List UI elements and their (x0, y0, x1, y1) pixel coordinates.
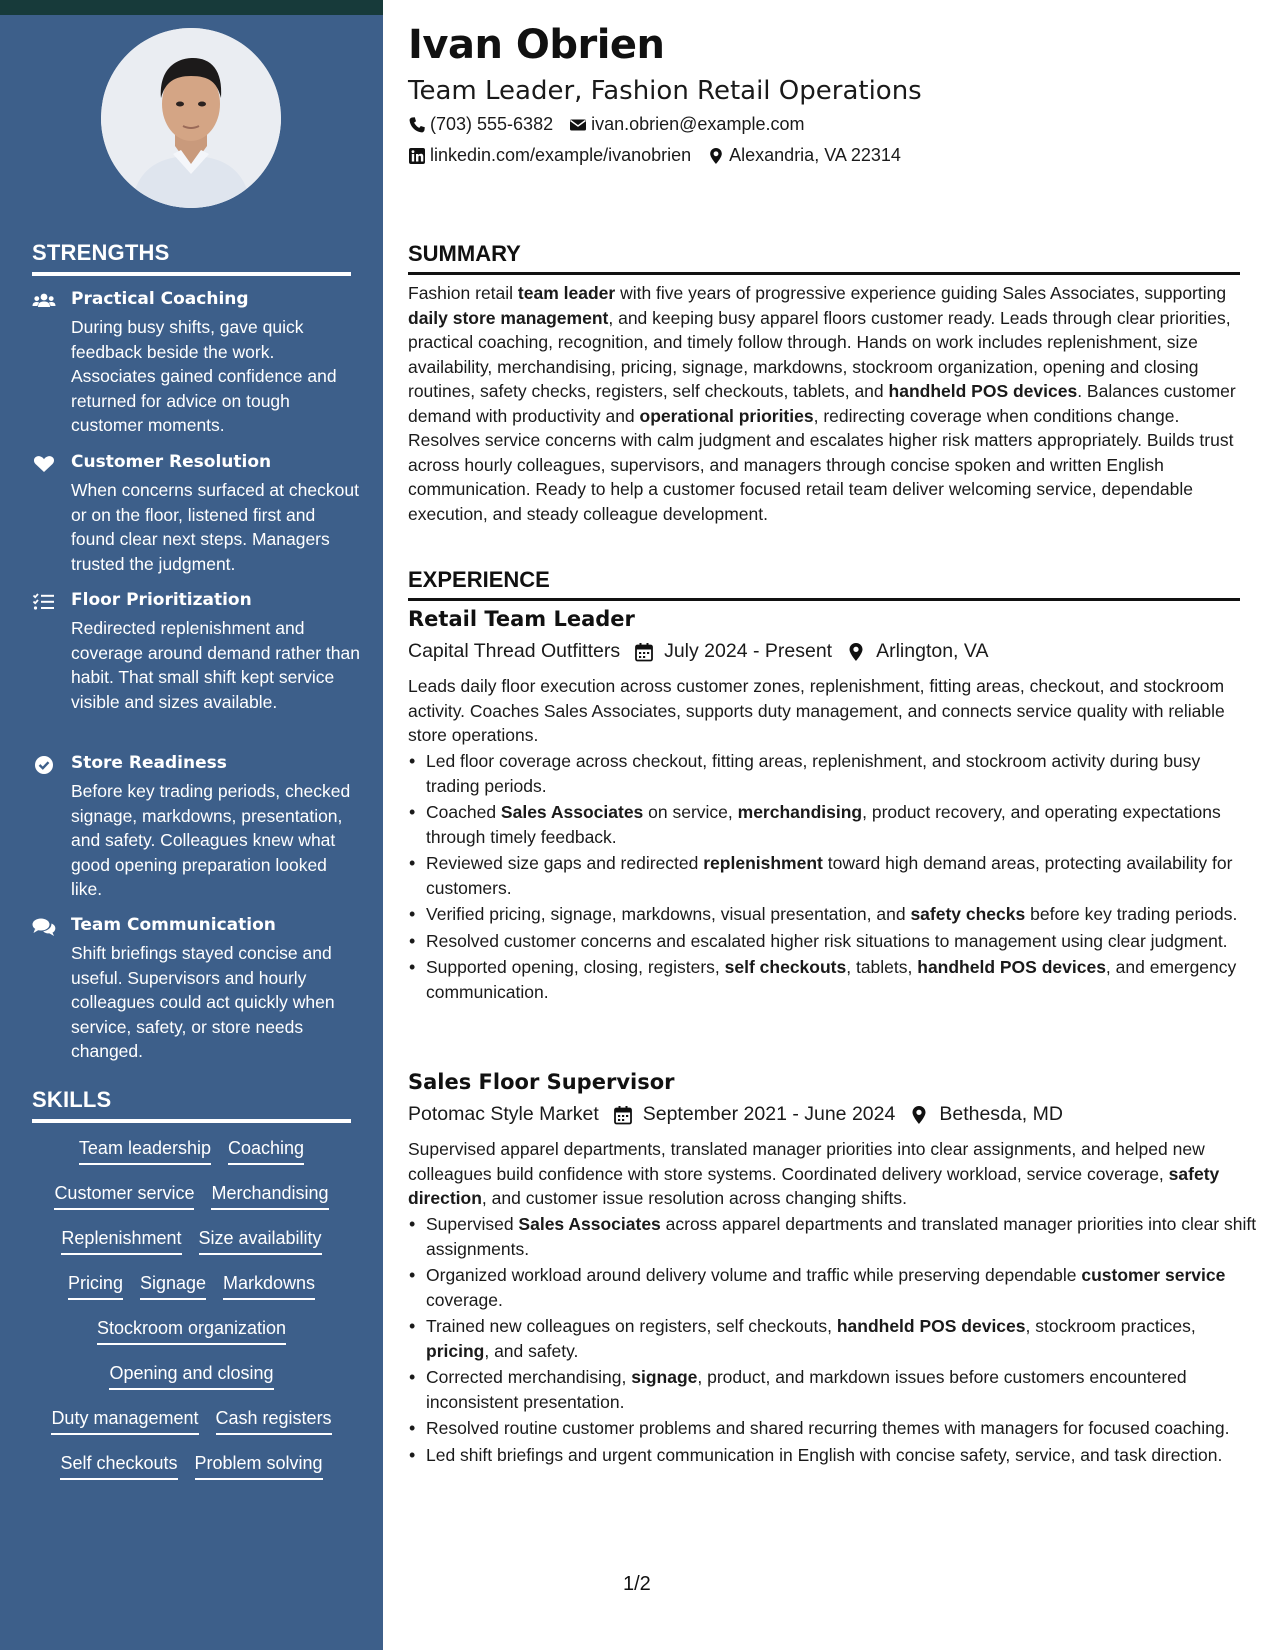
phone-icon (408, 116, 426, 134)
skill-tag: Markdowns (223, 1271, 315, 1300)
bold-keyword: Sales Associates (518, 1214, 661, 1234)
envelope-icon (569, 116, 587, 134)
users-icon (32, 291, 56, 311)
skill-tag: Pricing (68, 1271, 123, 1300)
bullet-item: • Corrected merchandising, signage, product, and markdown issues before customers encountered inconsistent presentation. (426, 1365, 1258, 1414)
job-dates: July 2024 - Present (664, 640, 833, 662)
job-meta (408, 640, 1002, 663)
skill-row (32, 1451, 351, 1496)
skill-row (32, 1361, 351, 1406)
strength-body: Redirected replenishment and coverage around demand rather than habit. That small shift kept service visible and sizes available. (71, 618, 360, 712)
bold-keyword: safety checks (910, 904, 1026, 924)
bold-keyword: merchandising (737, 802, 863, 822)
map-pin-icon (707, 147, 725, 165)
bold-keyword: daily store management (408, 307, 609, 328)
bold-keyword: handheld POS devices (836, 1316, 1026, 1336)
skill-tag: Size availability (199, 1226, 322, 1255)
skill-tag: Merchandising (211, 1181, 328, 1210)
contact-row (408, 114, 820, 135)
phone-item (408, 114, 553, 135)
bullet-item: • Supervised Sales Associates across apparel departments and translated manager priorities into clear shift assignments. (426, 1212, 1258, 1261)
job-location-item (909, 1103, 1063, 1126)
skill-tag: Signage (140, 1271, 206, 1300)
skill-tag: Opening and closing (109, 1361, 273, 1390)
location-item (707, 145, 901, 166)
skill-tag: Duty management (51, 1406, 198, 1435)
skill-tag: Replenishment (61, 1226, 181, 1255)
strength-body: Shift briefings stayed concise and useful. Supervisors and hourly colleagues could act quickly when service, safety, or store needs changed. (71, 943, 335, 1061)
skill-tag: Problem solving (195, 1451, 323, 1480)
summary-text: Fashion retail team leader with five years of progressive experience guiding Sales Associates, supporting daily store management, and keeping busy apparel floors customer ready. Leads through clear priorities, practical coaching, recognition, and timely follow through. Hands on work includes replenishment, size availability, merchandising, pricing, signage, markdowns, stockroom organization, opening and closing routines, safety checks, registers, self checkouts, tablets, and handheld POS devices. Balances customer demand with productivity and operational priorities, redirecting coverage when conditions change. Resolves service concerns with calm judgment and escalates higher risk matters appropriately. Builds trust across hourly colleagues, supervisors, and managers through concise spoken and written English communication. Ready to help a customer focused retail team deliver welcoming service, dependable execution, and steady colleague development. (408, 283, 1236, 524)
strength-body: Before key trading periods, checked signage, markdowns, presentation, and safety. Colleagues knew what good opening preparation looked like. (71, 781, 351, 899)
bullet-item: • Reviewed size gaps and redirected replenishment toward high demand areas, protecting availability for customers. (426, 851, 1258, 900)
linkedin-icon (408, 147, 426, 165)
bold-keyword: self checkouts (724, 957, 847, 977)
strength-body: When concerns surfaced at checkout or on the floor, listened first and found clear next steps. Managers trusted the judgment. (71, 480, 359, 574)
dates-item (613, 1103, 896, 1126)
email-link[interactable]: ivan.obrien@example.com (591, 114, 805, 134)
list-check-icon (32, 592, 56, 612)
bullet-item: • Resolved routine customer problems and shared recurring themes with managers for focused coaching. (426, 1416, 1258, 1441)
comments-icon (32, 917, 56, 937)
strength-title: Practical Coaching (71, 289, 249, 309)
skills-list (32, 1136, 351, 1496)
bold-keyword: Sales Associates (500, 802, 644, 822)
linkedin-item[interactable] (408, 145, 691, 166)
calendar-icon (613, 1105, 633, 1125)
strength-body: During busy shifts, gave quick feedback beside the work. Associates gained confidence and returned for advice on tough customer moments. (71, 317, 337, 435)
skill-tag: Self checkouts (60, 1451, 177, 1480)
phone-text: (703) 555-6382 (430, 114, 554, 134)
job-location: Bethesda, MD (939, 1103, 1063, 1125)
skill-row (32, 1271, 351, 1316)
sidebar (0, 0, 383, 1650)
check-circle-icon (32, 755, 56, 775)
skill-tag: Stockroom organization (97, 1316, 286, 1345)
bullet-item: • Resolved customer concerns and escalated higher risk situations to management using clear judgment. (426, 929, 1258, 954)
job-description: Supervised apparel departments, translated manager priorities into clear assignments, and helped new colleagues build confidence with store systems. Coordinated delivery workload, service coverage, safety direction, and customer issue resolution across changing shifts. (408, 1139, 1220, 1208)
strength-title: Floor Prioritization (71, 590, 252, 610)
bold-keyword: safety direction (408, 1163, 1220, 1208)
bullet-item: • Coached Sales Associates on service, merchandising, product recovery, and operating expectations through timely feedback. (426, 800, 1258, 849)
bullet-item: • Supported opening, closing, registers, self checkouts, tablets, handheld POS devices, and emergency communication. (426, 955, 1258, 1004)
contact-row (408, 145, 917, 166)
summary-heading: SUMMARY (408, 241, 1240, 275)
bullet-item: • Led shift briefings and urgent communication in English with concise safety, service, and task direction. (426, 1443, 1258, 1468)
skills-heading: SKILLS (32, 1087, 351, 1123)
skill-row (32, 1316, 351, 1361)
skill-row (32, 1406, 351, 1451)
company-name: Potomac Style Market (408, 1103, 599, 1125)
job-description: Leads daily floor execution across customer zones, replenishment, fitting areas, checkout, and stockroom activity. Coaches Sales Associates, supports duty management, and connects service quality with reliable store operations. (408, 676, 1225, 745)
experience-heading: EXPERIENCE (408, 567, 1240, 601)
company-name: Capital Thread Outfitters (408, 640, 621, 662)
job-role: Sales Floor Supervisor (408, 1070, 675, 1094)
candidate-title: Team Leader, Fashion Retail Operations (408, 76, 922, 106)
bold-keyword: replenishment (703, 853, 823, 873)
email-item[interactable] (569, 114, 804, 135)
sidebar-top-bar (0, 0, 383, 15)
bullet-item: • Organized workload around delivery volume and traffic while preserving dependable customer service coverage. (426, 1263, 1258, 1312)
bold-keyword: handheld POS devices (888, 381, 1078, 401)
skill-tag: Cash registers (216, 1406, 332, 1435)
map-pin-icon (846, 642, 866, 662)
job-role: Retail Team Leader (408, 607, 635, 631)
job-bullets (408, 1212, 1258, 1469)
bullet-item: • Trained new colleagues on registers, self checkouts, handheld POS devices, stockroom practices, pricing, and safety. (426, 1314, 1258, 1363)
bold-keyword: handheld POS devices (917, 957, 1106, 977)
candidate-name: Ivan Obrien (408, 22, 665, 68)
job-meta (408, 1103, 1077, 1126)
location-text: Alexandria, VA 22314 (729, 145, 901, 165)
calendar-icon (634, 642, 654, 662)
heart-icon (32, 454, 56, 474)
skill-tag: Coaching (228, 1136, 304, 1165)
linkedin-link[interactable]: linkedin.com/example/ivanobrien (430, 145, 692, 165)
map-pin-icon (909, 1105, 929, 1125)
page-number: 1/2 (623, 1573, 651, 1595)
bold-keyword: operational priorities (639, 405, 814, 426)
profile-photo (101, 28, 281, 208)
skill-row (32, 1181, 351, 1226)
strength-title: Team Communication (71, 915, 276, 935)
strength-title: Customer Resolution (71, 452, 272, 472)
skill-tag: Customer service (54, 1181, 194, 1210)
job-bullets (408, 749, 1258, 1006)
job-location-item (846, 640, 988, 663)
skill-row (32, 1136, 351, 1181)
bullet-item: • Led floor coverage across checkout, fitting areas, replenishment, and stockroom activity during busy trading periods. (426, 749, 1258, 798)
bold-keyword: team leader (517, 283, 616, 303)
bullet-item: • Verified pricing, signage, markdowns, visual presentation, and safety checks before key trading periods. (426, 902, 1258, 927)
strength-title: Store Readiness (71, 753, 227, 773)
strengths-heading: STRENGTHS (32, 240, 351, 276)
bold-keyword: pricing (426, 1340, 485, 1361)
skill-row (32, 1226, 351, 1271)
job-location: Arlington, VA (876, 640, 989, 662)
bold-keyword: customer service (1081, 1265, 1226, 1285)
skill-tag: Team leadership (79, 1136, 211, 1165)
bold-keyword: signage (631, 1367, 698, 1387)
dates-item (634, 640, 832, 663)
job-dates: September 2021 - June 2024 (642, 1103, 896, 1125)
